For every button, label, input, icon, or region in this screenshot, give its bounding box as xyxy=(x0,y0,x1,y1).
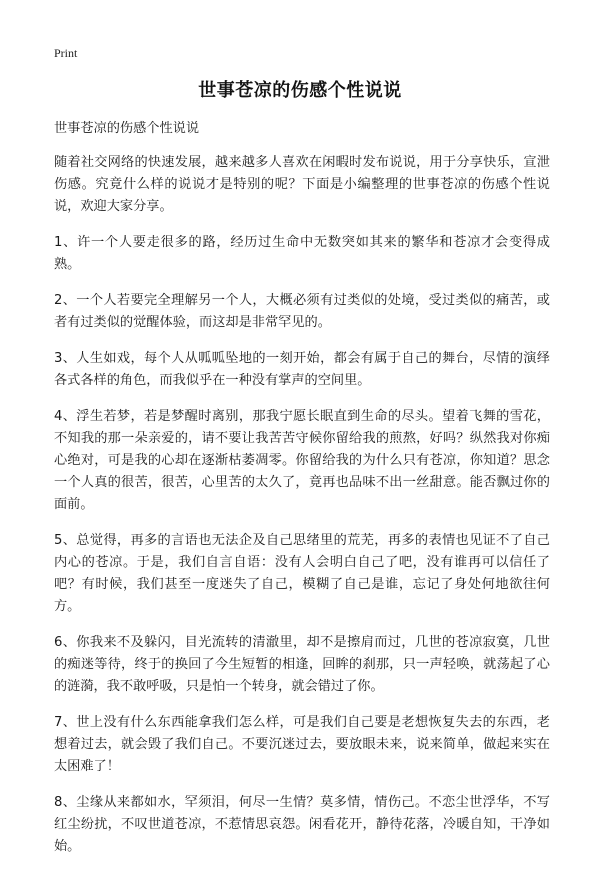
list-item: 4、浮生若梦，若是梦醒时离别，那我宁愿长眠直到生命的尽头。望着飞舞的雪花，不知我的那一朵亲爱的，请不要让我苦苦守候你留给我的煎熬，好吗？纵然我对你痴心绝对，可是我的心却在逐渐枯萎凋零。你留给我的为什么只有苍凉，你知道？思念一个人真的很苦，很苦，心里苦的太久了，竟再也品味不出一丝甜意。能否飘过你的面前。 xyxy=(54,409,550,512)
list-item: 7、世上没有什么东西能拿我们怎么样，可是我们自己要是老想恢复失去的东西，老想着过去，就会毁了我们自己。不要沉迷过去，要放眼未来，说来简单，做起来实在太困难了！ xyxy=(54,715,550,774)
intro-paragraph: 随着社交网络的快速发展，越来越多人喜欢在闲暇时发布说说，用于分享快乐，宣泄伤感。究竟什么样的说说才是特别的呢？下面是小编整理的世事苍凉的伤感个性说说，欢迎大家分享。 xyxy=(54,155,550,214)
list-item: 5、总觉得，再多的言语也无法企及自己思绪里的荒芜，再多的表情也见证不了自己内心的苍凉。于是，我们自言自语：没有人会明白自己了吧，没有谁再可以信任了吧？有时候，我们甚至一度迷失了自己，模糊了自己是谁，忘记了身处何地欲往何方。 xyxy=(54,533,550,614)
article-subtitle: 世事苍凉的伤感个性说说 xyxy=(54,121,200,136)
list-item: 2、一个人若要完全理解另一个人，大概必须有过类似的处境，受过类似的痛苦，或者有过类似的觉醒体验，而这却是非常罕见的。 xyxy=(54,293,550,330)
list-item: 1、许一个人要走很多的路，经历过生命中无数突如其来的繁华和苍凉才会变得成熟。 xyxy=(54,235,550,272)
list-item: 8、尘缘从来都如水，罕须泪，何尽一生情？莫多情，情伤己。不恋尘世浮华，不写红尘纷扰，不叹世道苍凉，不惹情思哀怨。闲看花开，静待花落，冷暖自知，干净如始。 xyxy=(54,795,550,854)
page-title: 世事苍凉的伤感个性说说 xyxy=(198,80,402,101)
list-item: 6、你我来不及躲闪，目光流转的清澈里，却不是擦肩而过，几世的苍凉寂寞，几世的痴迷等待，终于的换回了今生短暂的相逢，回眸的刹那，只一声轻唤，就荡起了心的涟漪，我不敢呼吸，只是怕一个转身，就会错过了你。 xyxy=(54,635,550,694)
list-item: 3、人生如戏，每个人从呱呱坠地的一刻开始，都会有属于自己的舞台，尽情的演绎各式各样的角色，而我似乎在一种没有掌声的空间里。 xyxy=(54,351,550,388)
print-label: Print xyxy=(54,46,78,60)
article-body xyxy=(54,118,550,872)
